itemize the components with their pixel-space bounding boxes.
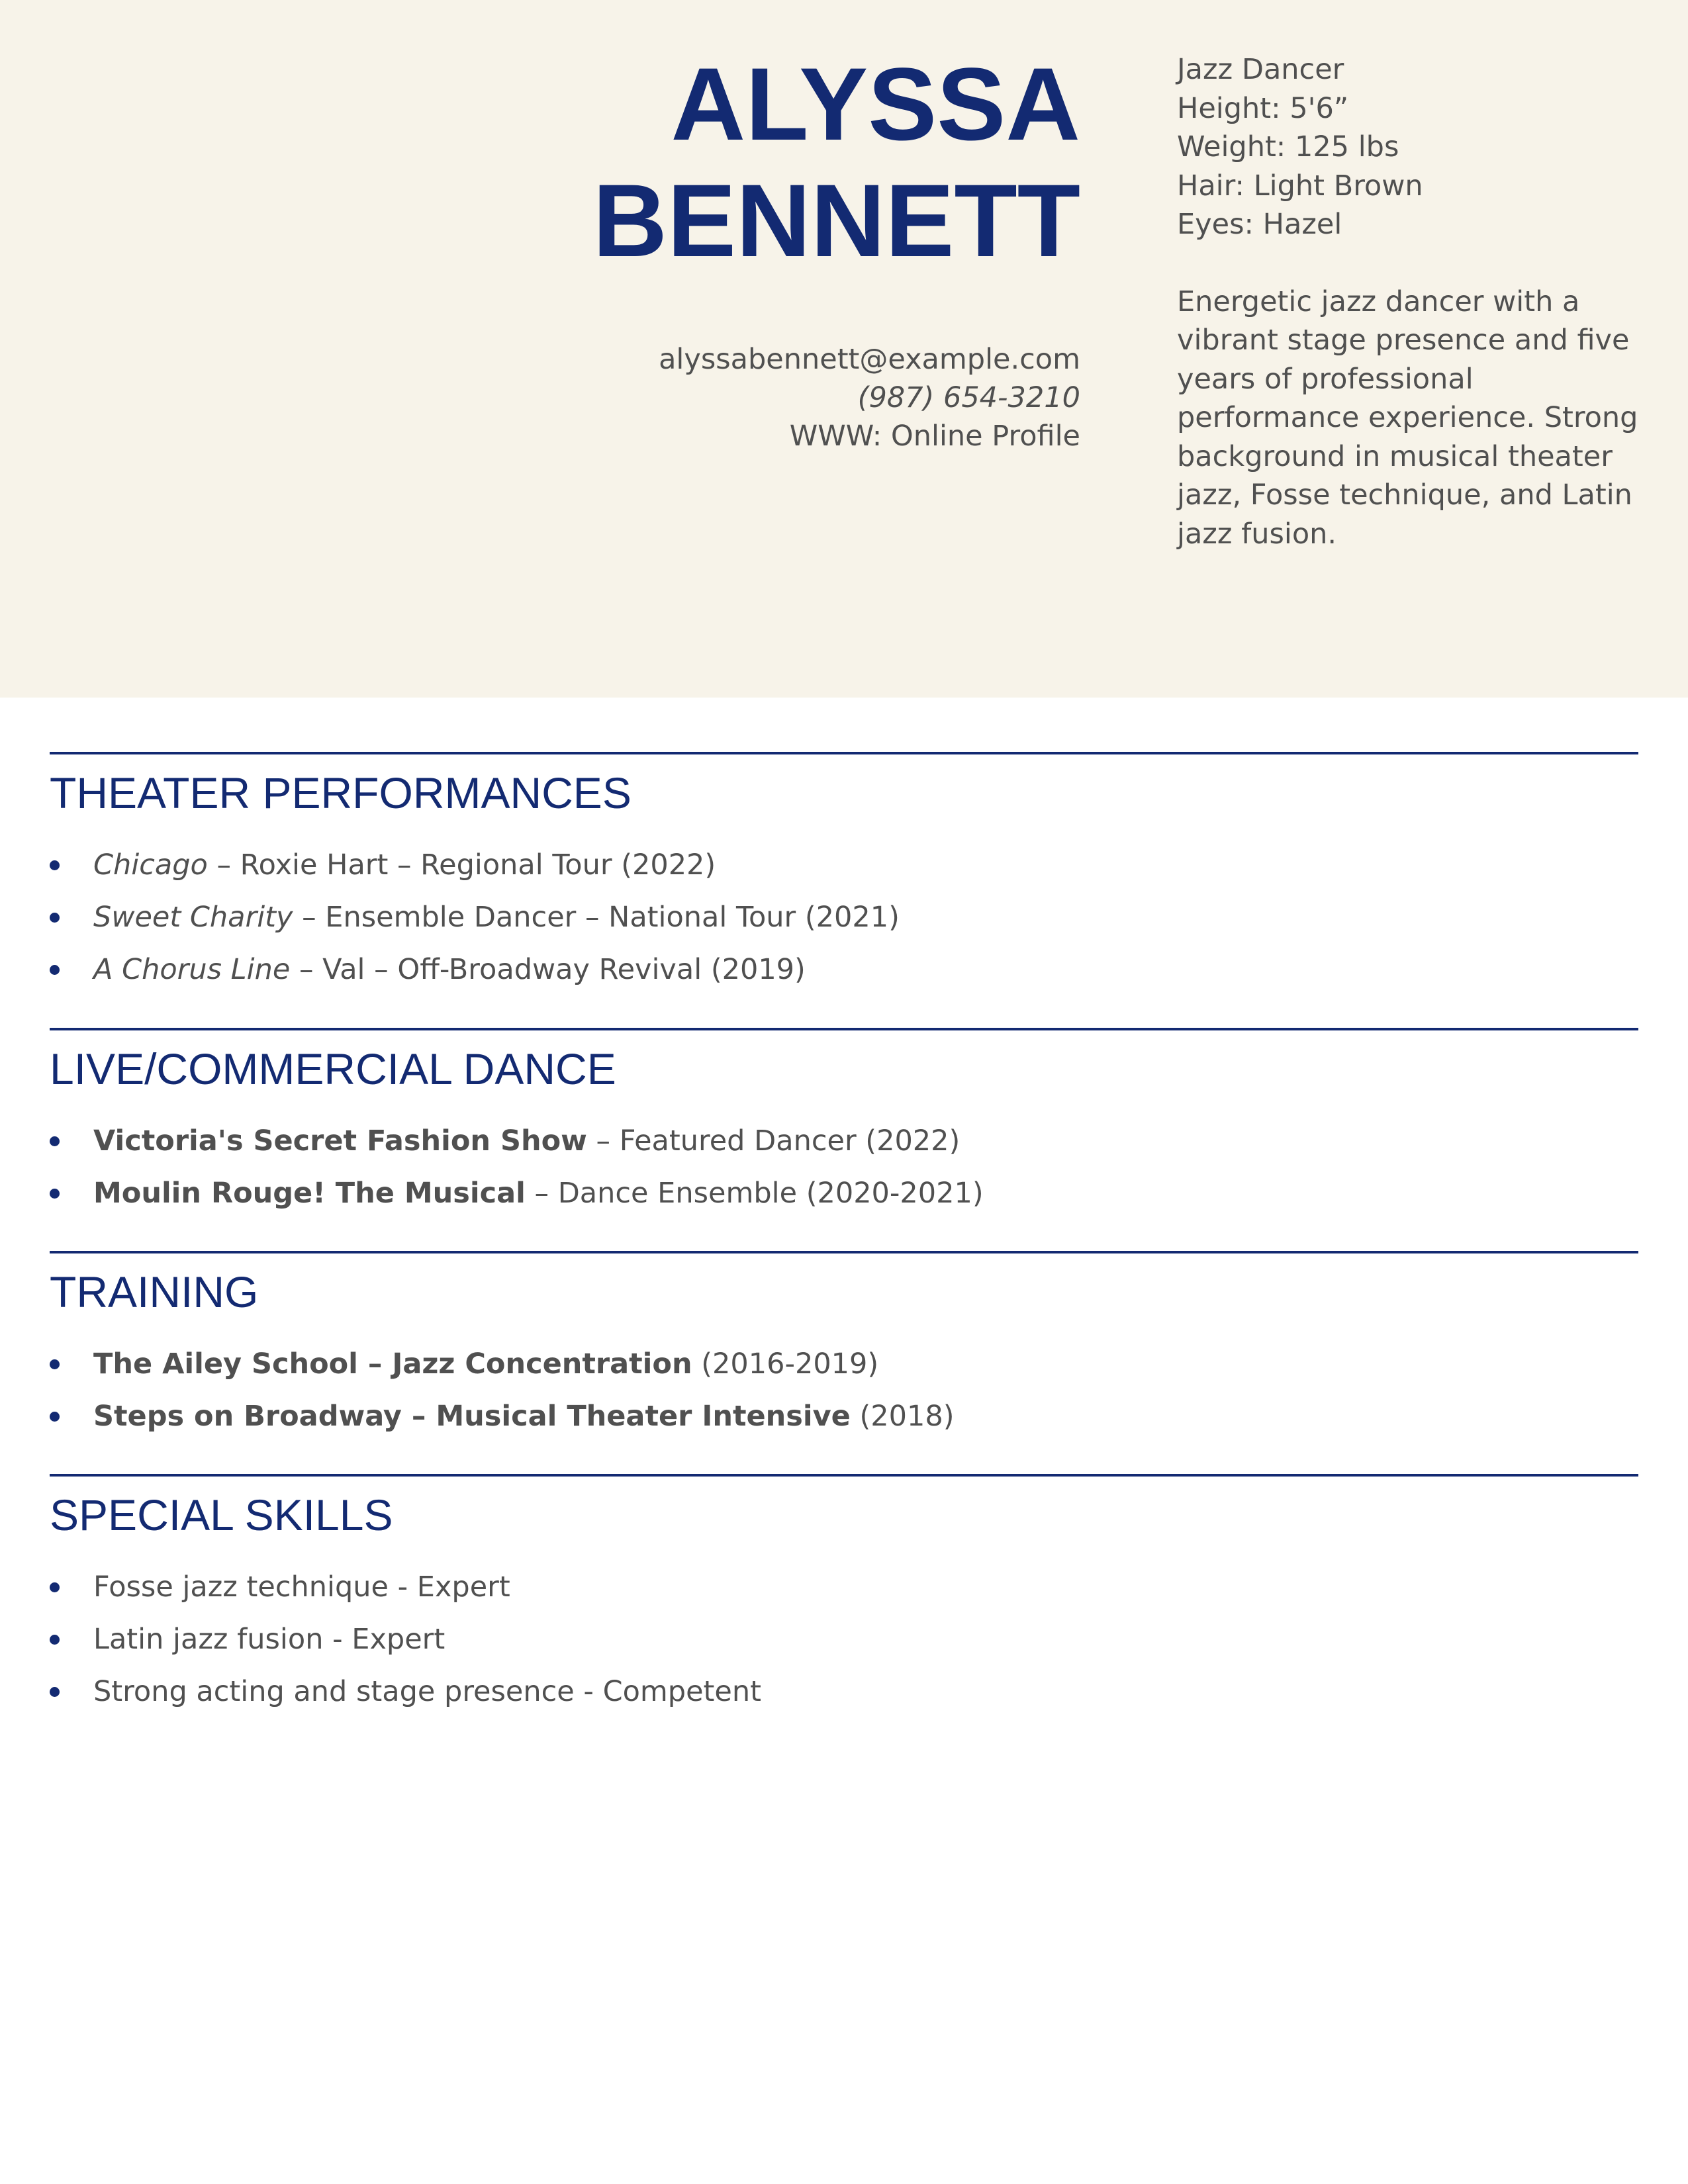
bullet-icon (50, 1189, 60, 1199)
contact-block (418, 340, 1080, 455)
email-link[interactable]: alyssabennett@example.com (659, 343, 1080, 376)
section-divider (50, 1028, 1638, 1030)
show-title: A Chorus Line (93, 953, 291, 986)
section-title: LIVE/COMMERCIAL DANCE (50, 1044, 616, 1093)
list-item (50, 1167, 1638, 1220)
list-item (50, 1666, 1638, 1718)
website-link[interactable]: WWW: Online Profile (789, 420, 1080, 453)
eyes-stat: Eyes: Hazel (1177, 208, 1342, 241)
section-title: TRAINING (50, 1267, 259, 1316)
skill-text: Strong acting and stage presence - Competent (93, 1675, 761, 1708)
bullet-icon (50, 1635, 60, 1645)
bullet-icon (50, 1412, 60, 1422)
engagement-name: Victoria's Secret Fashion Show (93, 1124, 587, 1158)
bullet-icon (50, 913, 60, 923)
engagement-name: Moulin Rouge! The Musical (93, 1177, 526, 1210)
list-item (50, 1115, 1638, 1167)
list-item (50, 1614, 1638, 1666)
training-section (50, 1251, 1638, 1443)
program-name: Steps on Broadway – Musical Theater Intensive (93, 1400, 851, 1433)
weight-stat: Weight: 125 lbs (1177, 130, 1399, 163)
section-title: THEATER PERFORMANCES (50, 768, 632, 817)
list-item (50, 944, 1638, 996)
bullet-icon (50, 1687, 60, 1697)
last-name: BENNETT (592, 163, 1080, 279)
section-divider (50, 752, 1638, 754)
header-band (0, 0, 1688, 698)
phone-number: (987) 654-3210 (857, 381, 1080, 414)
list-item (50, 1338, 1638, 1390)
profile-block (1177, 50, 1640, 553)
skills-section (50, 1474, 1638, 1718)
commercial-section (50, 1028, 1638, 1220)
bullet-icon (50, 965, 60, 975)
profile-summary: Energetic jazz dancer with a vibrant stage presence and five years of professional performance experience. Strong background in musical theater jazz, Fosse technique, and Latin jazz fusion. (1177, 285, 1638, 551)
show-title: Chicago (93, 848, 208, 882)
bullet-icon (50, 1582, 60, 1592)
list-item (50, 1390, 1638, 1443)
list-item (50, 1561, 1638, 1614)
engagement-detail: – Featured Dancer (2022) (586, 1124, 961, 1158)
show-detail: – Roxie Hart – Regional Tour (2022) (207, 848, 716, 882)
section-title: SPECIAL SKILLS (50, 1490, 393, 1539)
commercial-list (50, 1115, 1638, 1220)
skills-list (50, 1561, 1638, 1718)
bullet-icon (50, 860, 60, 870)
training-list (50, 1338, 1638, 1443)
section-divider (50, 1474, 1638, 1477)
list-item (50, 891, 1638, 944)
list-item (50, 839, 1638, 891)
theater-section (50, 752, 1638, 996)
bullet-icon (50, 1136, 60, 1146)
engagement-detail: – Dance Ensemble (2020-2021) (525, 1177, 984, 1210)
section-divider (50, 1251, 1638, 1253)
show-title: Sweet Charity (93, 901, 293, 934)
program-years: (2018) (850, 1400, 955, 1433)
skill-text: Fosse jazz technique - Expert (93, 1570, 510, 1604)
first-name: ALYSSA (671, 47, 1080, 162)
theater-list (50, 839, 1638, 996)
role-title: Jazz Dancer (1177, 53, 1344, 86)
bullet-icon (50, 1359, 60, 1369)
candidate-name (286, 46, 1080, 279)
program-name: The Ailey School – Jazz Concentration (93, 1347, 692, 1381)
show-detail: – Val – Off-Broadway Revival (2019) (290, 953, 806, 986)
skill-text: Latin jazz fusion - Expert (93, 1623, 445, 1656)
program-years: (2016-2019) (692, 1347, 879, 1381)
show-detail: – Ensemble Dancer – National Tour (2021) (293, 901, 900, 934)
hair-stat: Hair: Light Brown (1177, 169, 1423, 203)
height-stat: Height: 5'6” (1177, 91, 1349, 125)
